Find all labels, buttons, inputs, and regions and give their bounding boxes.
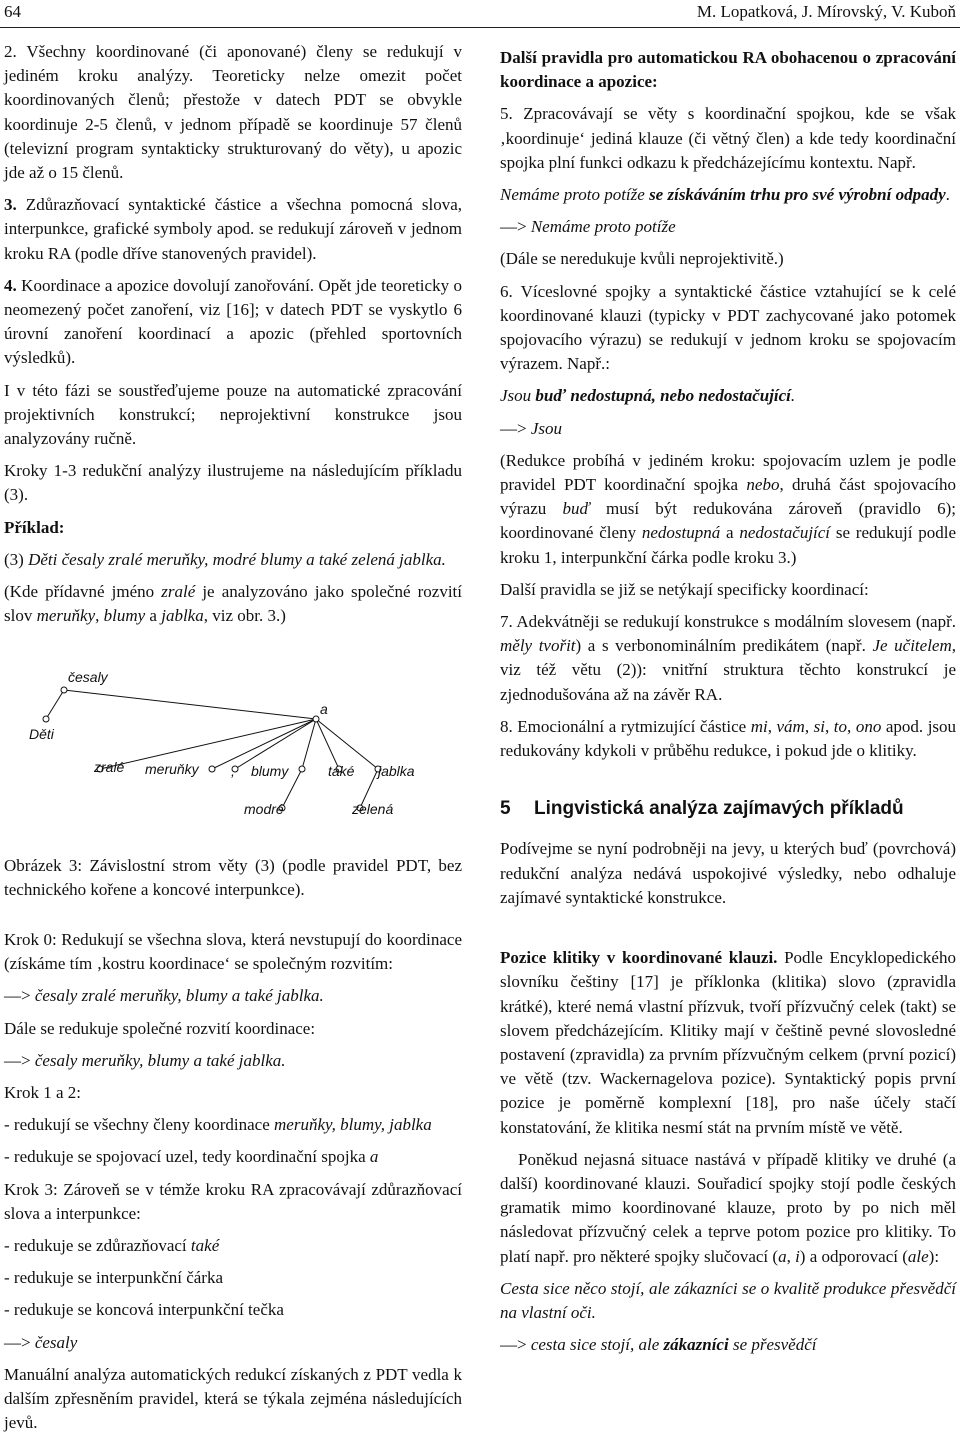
figure-caption: Obrázek 3: Závislostní strom věty (3) (podle pravidel PDT, bez technického kořene a koncové interpunkce). bbox=[4, 856, 462, 900]
edge-a-zrale bbox=[100, 719, 316, 769]
dependency-tree bbox=[4, 656, 462, 842]
node-deti bbox=[43, 716, 49, 722]
header-authors: M. Lopatková, J. Mírovský, V. Kuboň bbox=[696, 2, 956, 21]
rule-7: 7. Adekvátněji se redukují konstrukce s modálním slovesem (např. měly tvořit) a s verbonominálním predikátem (např. Je učitelem, viz též větu (2)): vnitřní struktura těchto konstrukcí je zjednodušována až na závěr RA. bbox=[500, 612, 956, 704]
rule-3: 3. Zdůrazňovací syntaktické částice a všechna pomocná slova, interpunkce, grafické symboly apod. se redukují zároveň v jednom kroku RA (podle dříve stanovených pravidel). bbox=[4, 195, 462, 263]
label-blumy: blumy bbox=[251, 763, 289, 779]
label-comma: , bbox=[231, 763, 235, 779]
step-3-a: - redukuje se zdůrazňovací také bbox=[4, 1236, 220, 1256]
left-column-steps bbox=[4, 928, 462, 1443]
label-modre: modré bbox=[244, 801, 284, 817]
edge-ceslay-a bbox=[64, 690, 316, 719]
tree-edges bbox=[46, 690, 378, 808]
rule-2: 2. Všechny koordinované (či aponované) členy se redukují v jediném kroku analýzy. Teoreticky nelze omezit počet koordinovaných členů; přestože v datech PDT se obvykle koordinuje 2-5 členů, v jednom případě se koordinuje 57 členů (televizní program syntakticky strukturovaný do věty), u apozic jde až o 15 členů. bbox=[4, 42, 462, 183]
rule-5-note: (Dále se neredukuje kvůli neprojektivitě.) bbox=[500, 249, 784, 269]
step-3-result: —> česaly bbox=[4, 1332, 78, 1352]
running-header bbox=[0, 0, 960, 28]
label-zrale: zralé bbox=[94, 759, 125, 775]
spacer bbox=[500, 918, 956, 946]
step-1-2-a: - redukují se všechny členy koordinace meruňky, blumy, jablka bbox=[4, 1115, 432, 1135]
rule-4: 4. Koordinace a apozice dovolují zanořování. Opět jde teoreticky o neomezený počet zanoření, viz [16]; v datech PDT se vyskytlo 6 úrovní zanoření koordinací a apozic (přehled sportovních výsledků). bbox=[4, 275, 462, 368]
example-label: Příklad: bbox=[4, 517, 65, 537]
example-3: (3) Děti česaly zralé meruňky, modré blumy a také zelená jablka. bbox=[4, 549, 446, 569]
label-jablka: jablka bbox=[378, 763, 415, 779]
label-ceslay: česaly bbox=[68, 669, 108, 685]
dependency-tree-figure bbox=[4, 656, 462, 842]
label-deti: Děti bbox=[29, 726, 54, 742]
paragraph-steps-intro: Kroky 1-3 redukční analýzy ilustrujeme na následujícím příkladu (3). bbox=[4, 461, 462, 505]
clitic-paragraph-2: Poněkud nejasná situace nastává v případě klitiky ve druhé (a další) koordinované klauzi. Souřadicí spojky stojí podle českých gramatik mimo koordinované klauze, proto by po nich měl následovat přízvučný celek a teprve potom pozice pro klitiky. To platí např. pro některé spojky slučovací (a, i) a odporovací (ale): bbox=[500, 1149, 956, 1266]
step-3-c: - redukuje se koncová interpunkční tečka bbox=[4, 1300, 284, 1320]
clitic-result: —> cesta sice stojí, ale zákazníci se přesvědčí bbox=[500, 1335, 817, 1355]
rule-8: 8. Emocionální a rytmizující částice mi, vám, si, to, ono apod. jsou redukovány kdykoli v průběhu redukce, i pokud jde o klitiky. bbox=[500, 716, 957, 761]
step-1-2-b: - redukuje se spojovací uzel, tedy koordinační spojka a bbox=[4, 1147, 379, 1167]
label-take: také bbox=[328, 763, 355, 779]
section-5-intro: Podívejme se nyní podrobněji na jevy, u kterých buď (povrchová) redukční analýza nedává uspokojivé výsledky, nebo odhaluje zajímavé syntaktické konstrukce. bbox=[500, 839, 956, 907]
label-a: a bbox=[320, 701, 328, 717]
step-0: Krok 0: Redukují se všechna slova, která nevstupují do koordinace (získáme tím ‚kostru koordinace‘ se společným rozvitím: bbox=[4, 930, 462, 974]
paragraph-manual: Manuální analýza automatických redukcí získaných z PDT vedla k dalším zpřesněním pravidel, která se týkala zejména následujících jevů. bbox=[4, 1364, 462, 1433]
rule-5: 5. Zpracovávají se věty s koordinační spojkou, kde se však ‚koordinuje‘ jediná klauze (či větný člen) a kde tedy koordinační spojka plní funkci odkazu k předcházejícímu kontextu. Např. bbox=[500, 104, 956, 172]
clitic-paragraph: Pozice klitiky v koordinované klauzi. Podle Encyklopedického slovníku češtiny [17] je příklonka (klitika) slovo (zpravidla krátké), které nemá vlastní přízvuk, tvoří přízvučný celek (takt) se slovem předcházejícím. Klitiky mají v češtině pevné slovosledné postavení (zpravidla) za prvním přízvučným celkem (první pozicí) ve větě (tzv. Wackernagelova pozice). Syntaktický popis první pozice je poměrně komplexní [18], pro naše účely stačí konstatování, že klitika nesmí stát na prvním místě ve větě. bbox=[500, 948, 956, 1137]
step-3-b: - redukuje se interpunkční čárka bbox=[4, 1268, 224, 1288]
rule-6-note: (Redukce probíhá v jediném kroku: spojovacím uzlem je podle pravidel PDT koordinační spojka nebo, druhá část spojovacího výrazu buď musí být redukována zároveň (pravidlo 6); koordinované členy nedostupná a nedostačující se redukují podle kroku 1, interpunkční čárka podle kroku 3.) bbox=[500, 450, 956, 567]
edge-a-merunky bbox=[212, 719, 316, 769]
rule-5-example: Nemáme proto potíže se získáváním trhu pro své výrobní odpady. bbox=[500, 185, 950, 205]
step-3: Krok 3: Zároveň se v témže kroku RA zpracovávají zdůrazňovací slova a interpunkce: bbox=[4, 1179, 462, 1223]
node-a bbox=[313, 716, 319, 722]
label-zelena: zelená bbox=[352, 801, 394, 817]
edge-a-jablka bbox=[316, 719, 378, 769]
node-merunky bbox=[209, 766, 215, 772]
label-merunky: meruňky bbox=[145, 761, 199, 777]
rule-6-result: —> Jsou bbox=[500, 418, 563, 438]
edge-ceslay-deti bbox=[46, 690, 64, 719]
node-blumy bbox=[299, 766, 305, 772]
step-0-result-2: —> česaly meruňky, blumy a také jablka. bbox=[4, 1050, 286, 1070]
node-ceslay bbox=[61, 687, 67, 693]
right-column bbox=[500, 46, 956, 1365]
rule-6-example: Jsou buď nedostupná, nebo nedostačující. bbox=[500, 386, 796, 406]
step-1-2: Krok 1 a 2: bbox=[4, 1083, 81, 1103]
edge-a-take bbox=[316, 719, 339, 769]
further-rules: Další pravidla se již se netýkají specificky koordinací: bbox=[500, 579, 869, 599]
rule-6: 6. Víceslovné spojky a syntaktické částice vztahující se k celé koordinované klauzi (typicky v PDT zachycované jako potomek spojovacího výrazu) se redukují v jednom kroku se spojovacím výrazem. Např.: bbox=[500, 281, 956, 374]
page-number: 64 bbox=[4, 2, 21, 21]
paragraph-projective: I v této fázi se soustřeďujeme pouze na automatické zpracování projektivních konstrukcí; neprojektivní konstrukce jsou analyzovány ručně. bbox=[4, 380, 462, 449]
clitic-example: Cesta sice něco stojí, ale zákazníci se o kvalitě produkce přesvědčí na vlastní oči. bbox=[500, 1278, 956, 1322]
left-column bbox=[4, 40, 462, 636]
rules-heading: Další pravidla pro automatickou RA obohacenou o zpracování koordinace a apozice: bbox=[500, 48, 956, 92]
example-note: (Kde přídavné jméno zralé je analyzováno jako společné rozvití slov meruňky, blumy a jablka, viz obr. 3.) bbox=[4, 582, 462, 626]
step-0-result-1: —> česaly zralé meruňky, blumy a také jablka. bbox=[4, 986, 324, 1006]
rule-5-result: —> Nemáme proto potíže bbox=[500, 217, 676, 237]
section-heading: 5 Lingvistická analýza zajímavých příkladů bbox=[500, 798, 904, 820]
step-0-further: Dále se redukuje společné rozvití koordinace: bbox=[4, 1018, 316, 1038]
